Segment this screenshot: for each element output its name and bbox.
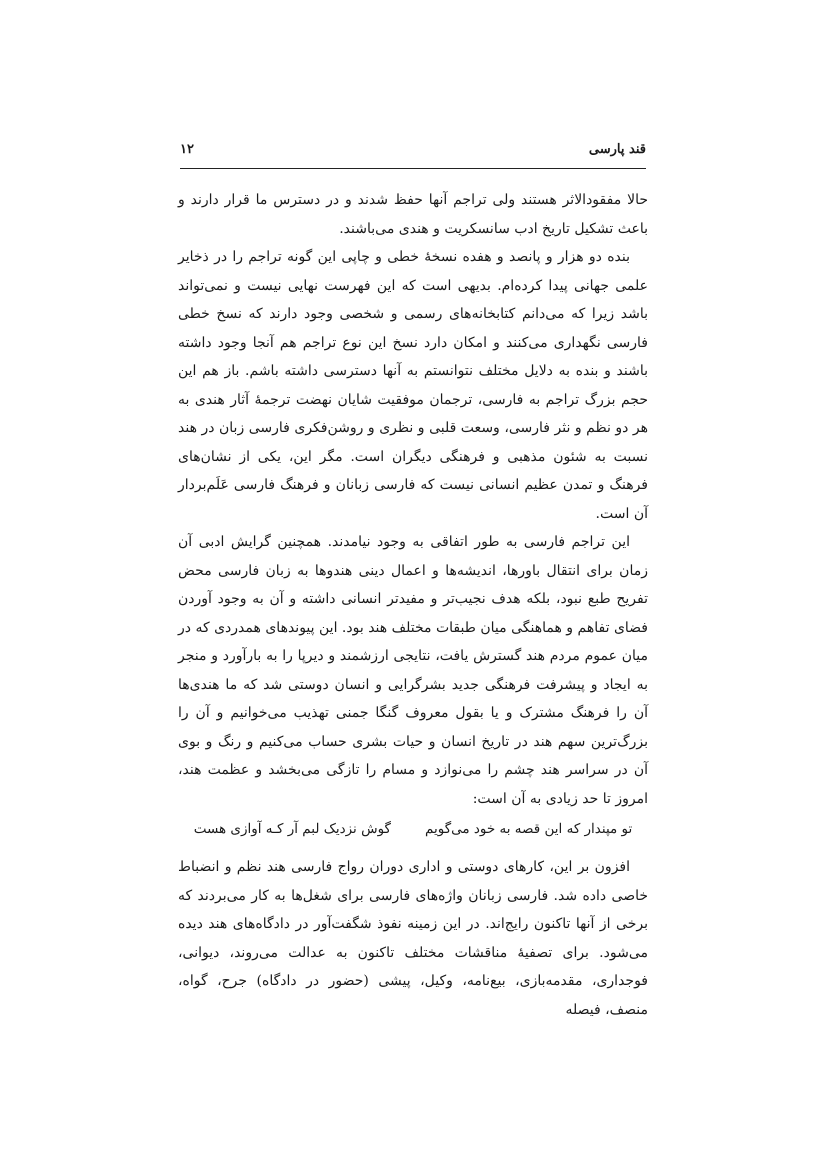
- verse-hemistich-1: تو مپندار که این قصه به خود می‌گویم: [424, 821, 633, 837]
- body-text: [178, 186, 648, 1024]
- running-head: [180, 140, 646, 168]
- paragraph-4: افزون بر این، کارهای دوستی و اداری دوران رواج فارسی هند نظم و انضباط خاصی داده شد. فارسی زبانان واژه‌های فارسی برای شغل‌ها به کار می‌بردند که برخی از آنها تاکنون رایج‌اند. در این زمینه نفوذ شگفت‌آور در دادگاه‌های هند دیده می‌شود. برای تصفیهٔ مناقشات مختلف تاکنون به عدالت می‌روند، دیوانی، فوجداری، مقدمه‌بازی، بیع‌نامه، وکیل، پیشی (حضور در دادگاه) جرح، گواه، منصف، فیصله: [178, 859, 648, 1018]
- book-title: قند پارسی: [588, 142, 646, 157]
- paragraph-1: حالا مفقودالاثر هستند ولی تراجم آنها حفظ شدند و در دسترس ما قرار دارند و باعث تشکیل تاریخ ادب سانسکریت و هندی می‌باشند.: [178, 192, 648, 237]
- verse-hemistich-2: گوش نزدیک لبم آر کـه آوازی هست: [193, 821, 391, 837]
- paragraph-2: بنده دو هزار و پانصد و هفده نسخهٔ خطی و چاپی این گونه تراجم را در ذخایر علمی جهانی پیدا کرده‌ام. بدیهی است که این فهرست نهایی نیست و نمی‌تواند باشد زیرا که می‌دانم کتابخانه‌های رسمی و شخصی وجود دارند که نسخ خطی فارسی نگهداری می‌کنند و امکان دارد نسخ این نوع تراجم هم آنجا وجود داشته باشند و بنده به دلایل مختلف نتوانستم به آنها دسترسی داشته باشم. باز هم این حجم بزرگ تراجم به فارسی، ترجمان موفقیت شایان نهضت ترجمهٔ آثار هندی به هر دو نظم و نثر فارسی، وسعت قلبی و نظری و روشن‌فکری فارسی زبان در هند نسبت به شئون مذهبی و فرهنگی دیگران است. مگر این، یکی از نشان‌های فرهنگ و تمدن عظیم انسانی نیست که فارسی زبانان و فرهنگ فارسی عَلَم‌بردار آن است.: [178, 249, 648, 522]
- paragraph-3: این تراجم فارسی به طور اتفاقی به وجود نیامدند. همچنین گرایش ادبی آن زمان برای انتقال باورها، اندیشه‌ها و اعمال دینی هندوها به زبان فارسی محض تفریح طبع نبود، بلکه هدف نجیب‌تر و مفیدتر انسانی داشته و آن به وجود آوردن فضای تفاهم و هماهنگی میان طبقات مختلف هند بود. این پیوندهای همدردی که در میان عموم مردم هند گسترش یافت، نتایجی ارزشمند و دیرپا را به بارآورد و منجر به ایجاد و پیشرفت فرهنگی جدید بشرگرایی و انسان دوستی شد که ما هندی‌ها آن را فرهنگ مشترک و یا بقول معروف گنگا جمنی تهذیب می‌خوانیم و آن را بزرگ‌ترین سهم هند در تاریخ انسان و حیات بشری حساب می‌کنیم و رنگ و بوی آن در سراسر هند چشم را می‌نوازد و مسام را تازگی می‌بخشد و عظمت هند، امروز تا حد زیادی به آن است:: [178, 534, 648, 807]
- page-number: ۱۲: [180, 142, 194, 157]
- header-rule: [180, 168, 646, 169]
- verse-couplet: [178, 815, 648, 843]
